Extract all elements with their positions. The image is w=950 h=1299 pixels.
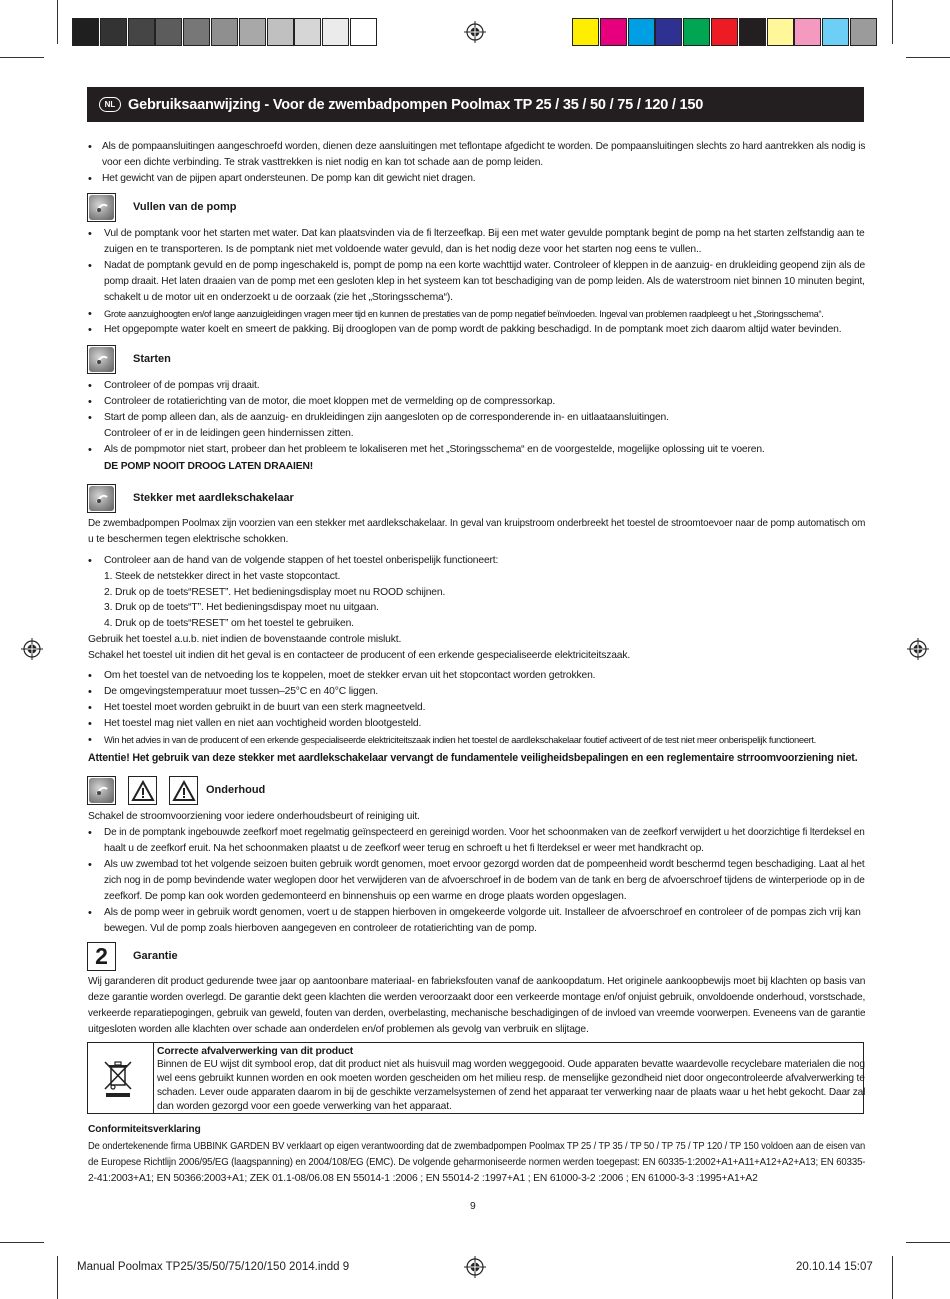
bullet: • [88,702,92,714]
text-line: uitgesloten worden alle klachten over schade aan onderdelen en/of problemen als gevolg van verbruik en slijtage. [88,1024,589,1035]
text-line: 2-41:2003+A1; EN 50366:2003+A1; ZEK 01.1-08/06.08 EN 55014-1 :2006 ; EN 55014-2 :1997+A1 ; EN 61000-3-2 :2006 ; EN 61000-3-3 :1995+A1+A2 [88,1173,758,1184]
crop-mark [892,1256,893,1299]
bullet: • [88,141,92,153]
bullet: • [88,670,92,682]
bullet: • [88,444,92,456]
text-line: zeefkorf. De pomp kan ook worden gedemonteerd en binnenshuis op een warme en droge plaats worden opgeslagen. [104,891,627,902]
gray-swatch [100,18,127,46]
section-title-onderhoud: Onderhoud [206,784,266,796]
section-title-garantie: Garantie [133,950,178,962]
color-swatch [739,18,766,46]
gray-swatch [267,18,294,46]
text-line: Wij garanderen dit product gedurende twee jaar op aantoonbare materiaal- en fabrieksfouten vanaf de aankoopdatum. Het originele aankoopbewijs moet bij klachten op basis van [88,976,866,987]
bullet: • [88,308,92,320]
bullet: • [88,555,92,567]
text-line: Het toestel mag niet vallen en niet aan vochtigheid worden blootgesteld. [104,718,422,729]
text-line: 1. Steek de netstekker direct in het vaste stopcontact. [104,571,341,582]
color-swatch [767,18,794,46]
color-swatch [572,18,599,46]
text-line: deze garantie worden overlegd. De garantie dekt geen klachten die werden veroorzaakt door een verkeerde montage en/of onjuist gebruik, onvoldoende onderhoud, vorstschade, [88,992,866,1003]
bullet: • [88,173,92,185]
conformity-title: Conformiteitsverklaring [88,1124,201,1135]
bullet: • [88,324,92,336]
text-line: schakelt u de motor uit en onderzoekt u de oorzaak (zie het „Storingsschema“). [104,292,453,303]
bullet: • [88,686,92,698]
page-header [87,87,864,122]
section-title-stekker: Stekker met aardlekschakelaar [133,492,294,504]
text-line: dan worden gezorgd voor een goede verwerking van het apparaat. [157,1101,452,1112]
crop-mark [892,0,893,44]
text-line: De in de pomptank ingebouwde zeefkorf moet regelmatig geïnspecteerd en gereinigd worden. Voor het schoonmaken van de zeefkorf verwijdert u het doorzichtige fi lterdeksel en [104,827,865,838]
tool-icon [87,484,116,513]
gray-swatch [239,18,266,46]
warranty-2-icon [87,942,116,971]
text-line: Nadat de pomptank gevuld en de pomp ingeschakeld is, pompt de pomp na een korte wachttijd water. Controleer of kleppen in de aanzuig- en drukleiding geopend zijn als de [104,260,866,271]
gray-swatch [211,18,238,46]
registration-mark-icon [907,638,929,660]
color-swatch [655,18,682,46]
bullet: • [88,827,92,839]
gray-swatch [294,18,321,46]
text-line: haalt u de zeefkorf eruit. Na het schoonmaken plaatst u de zeefkorf weer terug en schroeft u het fi lterdeksel er weer met handkracht op. [104,843,704,854]
attention-text: Attentie! Het gebruik van deze stekker met aardlekschakelaar vervangt de fundamentele veiligheidsbepalingen en een reglementaire strroomvoorziening niet. [88,752,858,764]
text-line: Controleer de rotatierichting van de motor, die moet kloppen met de vermelding op de compressorkap. [104,396,556,407]
bullet: • [88,260,92,272]
crop-mark [0,1242,44,1243]
text-line: Als de pomp weer in gebruik wordt genomen, voert u de stappen hierboven in omgekeerde volgorde uit. Installeer de afvoerschroef en controleer of de pompas zich vrij kan [104,907,861,918]
page-title: Gebruiksaanwijzing - Voor de zwembadpompen Poolmax TP 25 / 35 / 50 / 75 / 120 / 150 [128,96,704,113]
text-line: Vul de pomptank voor het starten met water. Dat kan plaatsvinden via de fi lterzeefkap. Bij een met water gevulde pomptank begint de pomp na het starten zelfstandig aan te [104,228,865,239]
page-number: 9 [470,1201,476,1212]
gray-swatch [128,18,155,46]
text-line: De ondertekenende firma UBBINK GARDEN BV verklaart op eigen verantwoording dat de zwembadpompen Poolmax TP 25 / TP 35 / TP 50 / TP 75 / TP 120 / TP 150 voldoen aan de eisen van [88,1141,866,1152]
bullet: • [88,734,92,746]
bullet: • [88,380,92,392]
bullet: • [88,412,92,424]
disposal-box [87,1042,864,1114]
text-line: Controleer of er in de leidingen geen hindernissen zitten. [104,428,354,439]
text-line: Controleer of de pompas vrij draait. [104,380,260,391]
text-line: Schakel het toestel uit indien dit het geval is en contacteer de producent of een erkende gespecialiseerde elektriciteitszaak. [88,650,631,661]
color-swatch [850,18,877,46]
text-line: Binnen de EU wijst dit symbool erop, dat dit product niet als huisvuil mag worden weggegooid. Oude apparaten bevatte waardevolle recyclebare materialen die nog [157,1059,865,1070]
color-swatch [628,18,655,46]
text-line: pomp draait. Het laten draaien van de pomp met een gesloten klep in het systeem kan tot beschadiging van de pomp leiden. Als de waterstroom niet binnen 10 minuten begint, [104,276,865,287]
gray-swatch [183,18,210,46]
color-swatch [822,18,849,46]
text-line: De zwembadpompen Poolmax zijn voorzien van een stekker met aardlekschakelaar. In geval van kruipstroom onderbreekt het toestel de stroomtoevoer naar de pomp automatisch om [88,518,866,529]
gray-swatch [350,18,377,46]
warranty-years: 2 [95,943,108,969]
text-line: Het toestel moet worden gebruikt in de buurt van een sterk magneetveld. [104,702,426,713]
text-line: Om het toestel van de netvoeding los te koppelen, moet de stekker ervan uit het stopcontact worden getrokken. [104,670,596,681]
file-name: Manual Poolmax TP25/35/50/75/120/150 2014.indd 9 [77,1261,350,1273]
gray-swatch [155,18,182,46]
crop-mark [0,57,44,58]
text-line: bewegen. Vul de pomp zoals hierboven aangegeven en controleer de rotatierichting van de pomp. [104,923,537,934]
text-line: schaden. Lever oude apparaten daarom in bij de geschikte verzamelsystemen of zend het apparaat ter verwerking naar de plaats waar u het hebt gekocht. Daar zal [157,1087,866,1098]
text-line: Als de pompaansluitingen aangeschroefd worden, dienen deze aansluitingen met teflontape afgedicht te worden. De pompaansluitingen slechts zo hard aantrekken als nodig is [102,141,866,152]
text-line: Als uw zwembad tot het volgende seizoen buiten gebruik wordt genomen, moet ervoor gezorgd worden dat de pompeenheid wordt beschermd tegen beschadiging. Laat al het [104,859,865,870]
registration-mark-icon [464,1256,486,1278]
bullet: • [88,228,92,240]
bullet: • [88,396,92,408]
text-line: zich nog in de pomp bevindende water weglopen door het verwijderen van de afvoerschroef in de bodem van de tank en berg de afvoerschroef tijdens de winterperiode op in de [104,875,865,886]
crop-mark [906,57,950,58]
text-line: voor een dichte verbinding. Te strak vasttrekken is niet nodig en kan tot schade aan de pomp leiden. [102,157,544,168]
text-line: Het gewicht van de pijpen apart ondersteunen. De pomp kan dit gewicht niet dragen. [102,173,476,184]
gray-swatch [72,18,99,46]
text-line: u te beschermen tegen elektrische schokken. [88,534,289,545]
section-title-starten: Starten [133,353,171,365]
text-line: Start de pomp alleen dan, als de aanzuig- en drukleidingen zijn aangesloten op de corresponderende in- en uitlaataansluitingen. [104,412,669,423]
text-line: Het opgepompte water koelt en smeert de pakking. Bij drooglopen van de pomp wordt de pakking beschadigd. In de pomptank moet zich daarom altijd water bevinden. [104,324,842,335]
bullet: • [88,718,92,730]
text-line: verkeerde reparatiepogingen, gebruik van geweld, fouten van derden, overbelasting, mechanische beschadigingen of de invloed van vreemde voorwerpen. Eveneens van de garantie [88,1008,866,1019]
crop-mark [57,0,58,44]
disposal-title: Correcte afvalverwerking van dit product [157,1046,354,1057]
text-line: 2. Druk op de toets“RESET”. Het bedieningsdisplay moet nu ROOD schijnen. [104,587,446,598]
text-line: Schakel de stroomvoorziening voor iedere onderhoudsbeurt of reiniging uit. [88,811,420,822]
print-date: 20.10.14 15:07 [796,1261,873,1273]
text-line: wel eens gebruikt kunnen worden en ook moeten worden gescheiden om het milieu resp. de menselijke gezondheid niet door ongecontroleerde afvalverwerking te [157,1073,865,1084]
tool-icon [87,776,116,805]
text-line: Win het advies in van de producent of een erkende gespecialiseerde elektriciteitszaak indien het toestel de aardlekschakelaar foutief activeert of de test niet meer onberispelijk functioneert. [104,734,816,745]
warning-text: DE POMP NOOIT DROOG LATEN DRAAIEN! [104,461,314,472]
text-line: Grote aanzuighoogten en/of lange aanzuigleidingen vragen meer tijd en kunnen de prestaties van de pomp negatief beïnvloeden. Ingeval van problemen raadpleegt u het „Storingsschema“. [104,308,824,319]
text-line: Gebruik het toestel a.u.b. niet indien de bovenstaande controle mislukt. [88,634,402,645]
text-line: zuigen en te transporteren. Is de pomptank niet met voldoende water gevuld, dan is het nodig deze voor het starten nog eens te vullen.. [104,244,702,255]
crop-mark [57,1256,58,1299]
bullet: • [88,907,92,919]
text-line: De omgevingstemperatuur moet tussen–25°C en 40°C liggen. [104,686,379,697]
gray-swatch [322,18,349,46]
color-swatch [600,18,627,46]
color-swatch [683,18,710,46]
bullet: • [88,859,92,871]
color-swatch [711,18,738,46]
tool-icon [87,193,116,222]
language-badge: NL [99,97,121,112]
crop-mark [906,1242,950,1243]
color-swatch [794,18,821,46]
registration-mark-icon [21,638,43,660]
warning-icon [128,776,157,805]
text-line: Als de pompmotor niet start, probeer dan het probleem te lokaliseren met het „Storingsschema“ en de voorgestelde, mogelijke oplossing uit te voeren. [104,444,765,455]
text-line: de Europese Richtlijn 2006/95/EG (laagspanning) en 2004/108/EG (EMC). De volgende geharmoniseerde normen werden toegepast: EN 60335-1:2002+A1+A11+A12+A2+A13; EN 60335- [88,1157,866,1168]
tool-icon [87,345,116,374]
text-line: 4. Druk op de toets“RESET” om het toestel te gebruiken. [104,618,354,629]
warning-icon [169,776,198,805]
text-line: 3. Druk op de toets“T”. Het bedieningsdispay moet nu uitgaan. [104,602,379,613]
section-title-vullen: Vullen van de pomp [133,201,237,213]
text-line: Controleer aan de hand van de volgende stappen of het toestel onberispelijk functioneert: [104,555,499,566]
registration-mark-icon [464,21,486,43]
